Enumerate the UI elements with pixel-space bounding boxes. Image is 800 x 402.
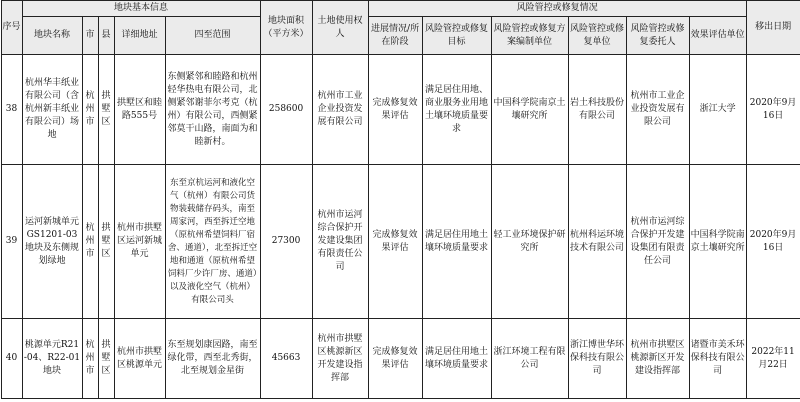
header-address: 详细地址 bbox=[114, 17, 165, 55]
cell-address: 杭州市拱墅区运河新城单元 bbox=[114, 165, 165, 319]
cell-area: 258600 bbox=[260, 55, 312, 165]
header-target: 风险管控或修复目标 bbox=[422, 17, 491, 55]
cell-remove-date: 2020年9月16日 bbox=[746, 165, 800, 319]
cell-remove-date: 2020年9月16日 bbox=[746, 55, 800, 165]
cell-entrust: 杭州市运河综合保护开发建设集团有限责任公司 bbox=[626, 165, 689, 319]
cell-seq: 39 bbox=[1, 165, 22, 319]
cell-user: 杭州市工业企业投资发展有限公司 bbox=[312, 55, 368, 165]
cell-city: 杭州市 bbox=[82, 319, 98, 399]
cell-stage: 完成修复效果评估 bbox=[368, 319, 422, 399]
column-header-row bbox=[1, 17, 800, 55]
cell-county: 拱墅区 bbox=[98, 319, 114, 399]
cell-repair-unit: 岩土科技股份有限公司 bbox=[568, 55, 626, 165]
cell-city: 杭州市 bbox=[82, 55, 98, 165]
header-boundary: 四至范围 bbox=[165, 17, 260, 55]
table-row bbox=[1, 55, 800, 165]
table-row bbox=[1, 165, 800, 319]
cell-boundary: 东至京杭运河和液化空气（杭州）有限公司货物装载储存码头，南至周家河，西至拆迁空地（原杭州希望饲料厂宿舍、通道），北至拆迁空地和通道（原杭州希望饲料厂少许厂房、通道）以及液化空气（杭州）有限公司头 bbox=[165, 165, 260, 319]
cell-eval-unit: 中国科学院南京土壤研究所 bbox=[689, 165, 746, 319]
site-table bbox=[1, 0, 800, 399]
cell-area: 27300 bbox=[260, 165, 312, 319]
cell-entrust: 杭州市拱墅区桃源新区开发建设指挥部 bbox=[626, 319, 689, 399]
cell-plan-unit: 轻工业环境保护研究所 bbox=[491, 165, 568, 319]
group-header-row bbox=[1, 1, 800, 17]
cell-entrust: 杭州市工业企业投资发展有限公司 bbox=[626, 55, 689, 165]
cell-plan-unit: 浙江环境工程有限公司 bbox=[491, 319, 568, 399]
cell-eval-unit: 浙江大学 bbox=[689, 55, 746, 165]
cell-city: 杭州市 bbox=[82, 165, 98, 319]
header-plan-unit: 风险管控或修复方案编制单位 bbox=[491, 17, 568, 55]
header-area: 地块面积（平方米） bbox=[260, 1, 312, 55]
cell-seq: 38 bbox=[1, 55, 22, 165]
table-row bbox=[1, 319, 800, 399]
cell-stage: 完成修复效果评估 bbox=[368, 165, 422, 319]
cell-seq: 40 bbox=[1, 319, 22, 399]
cell-target: 满足居住用地土壤环境质量要求 bbox=[422, 319, 491, 399]
header-user: 土地使用权人 bbox=[312, 1, 368, 55]
header-remove-date: 移出日期 bbox=[746, 1, 800, 55]
cell-boundary: 东侧紧邻和睦路和杭州轻华热电有限公司，北侧紧邻谢菲尔考克（杭州）有限公司，西侧紧邻莫干山路，南面为和睦新村。 bbox=[165, 55, 260, 165]
cell-target: 满足居住用地、商业服务业用地土壤环境质量要求 bbox=[422, 55, 491, 165]
header-county: 县 bbox=[98, 17, 114, 55]
cell-plan-unit: 中国科学院南京土壤研究所 bbox=[491, 55, 568, 165]
cell-repair-unit: 杭州科运环境技术有限公司 bbox=[568, 165, 626, 319]
header-seq: 序号 bbox=[1, 1, 22, 55]
header-city: 市 bbox=[82, 17, 98, 55]
cell-address: 杭州市拱墅区桃源单元 bbox=[114, 319, 165, 399]
cell-user: 杭州市运河综合保护开发建设集团有限责任公司 bbox=[312, 165, 368, 319]
cell-boundary: 东至规划康园路，南至绿化带，西至北秀街，北至规划金星街 bbox=[165, 319, 260, 399]
header-entrust: 风险管控或修复委托人 bbox=[626, 17, 689, 55]
cell-name: 杭州华丰纸业有限公司（含杭州新丰纸业有限公司）场地 bbox=[22, 55, 82, 165]
cell-user: 杭州市拱墅区桃源新区开发建设指挥部 bbox=[312, 319, 368, 399]
cell-repair-unit: 浙江博世华环保科技有限公司 bbox=[568, 319, 626, 399]
header-risk-control: 风险管控或修复情况 bbox=[368, 1, 746, 17]
cell-name: 运河新城单元GS1201-03地块及东侧规划绿地 bbox=[22, 165, 82, 319]
cell-target: 满足居住用地土壤环境质量要求 bbox=[422, 165, 491, 319]
header-eval-unit: 效果评估单位 bbox=[689, 17, 746, 55]
cell-eval-unit: 诸暨市美禾环保科技有限公司 bbox=[689, 319, 746, 399]
cell-stage: 完成修复效果评估 bbox=[368, 55, 422, 165]
header-basic-info: 地块基本信息 bbox=[22, 1, 260, 17]
header-name: 地块名称 bbox=[22, 17, 82, 55]
cell-name: 桃源单元R21-04、R22-01地块 bbox=[22, 319, 82, 399]
cell-county: 拱墅区 bbox=[98, 165, 114, 319]
cell-address: 拱墅区和睦路555号 bbox=[114, 55, 165, 165]
cell-area: 45663 bbox=[260, 319, 312, 399]
cell-county: 拱墅区 bbox=[98, 55, 114, 165]
cell-remove-date: 2022年11月22日 bbox=[746, 319, 800, 399]
header-repair-unit: 风险管控或修复单位 bbox=[568, 17, 626, 55]
header-stage: 进展情况/所在阶段 bbox=[368, 17, 422, 55]
